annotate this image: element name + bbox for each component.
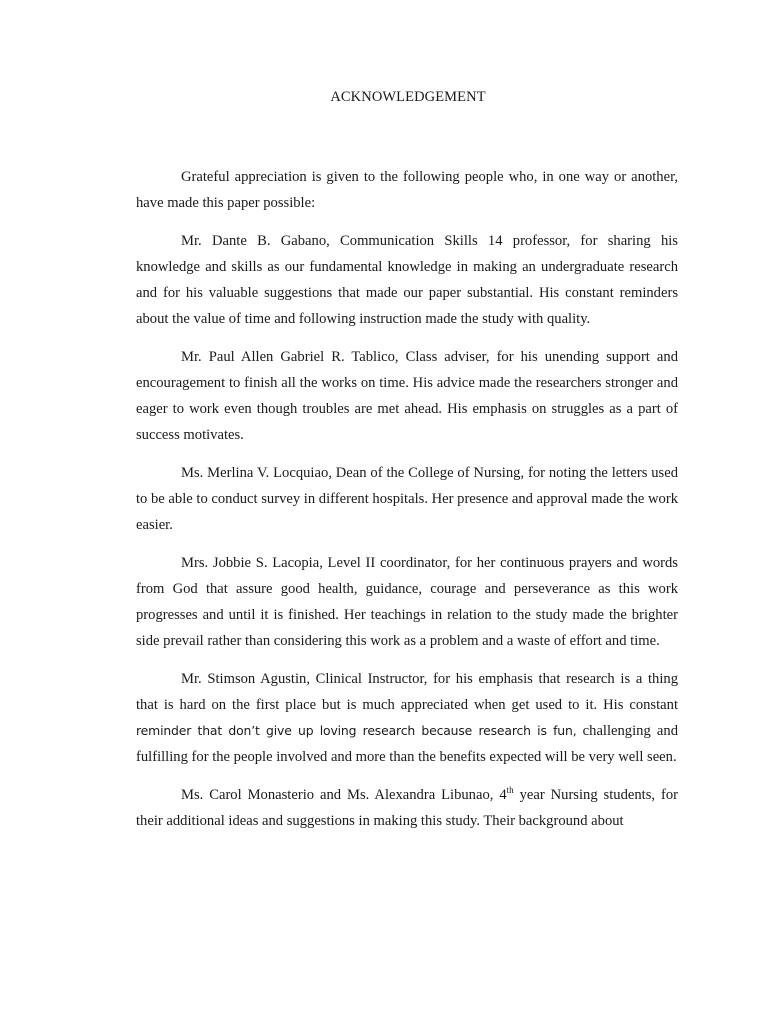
page-title: ACKNOWLEDGEMENT — [330, 89, 486, 105]
paragraph-intro: Grateful appreciation is given to the following people who, in one way or another, have made this paper possible: — [136, 169, 678, 211]
paragraph-gabano: Mr. Dante B. Gabano, Communication Skills 14 professor, for sharing his knowledge and skills as our fundamental knowledge in making an undergraduate research and for his valuable suggestions that made our paper substantial. His constant reminders about the value of time and following instruction made the study with quality. — [136, 233, 678, 327]
document-body — [136, 164, 678, 846]
ordinal-suffix: th — [506, 785, 514, 795]
paragraph-agustin — [136, 666, 678, 770]
paragraph-students-text-1: Ms. Carol Monasterio and Ms. Alexandra Libunao, 4 — [181, 787, 507, 803]
paragraph-agustin-text-2: reminder that don’t give up loving research because research is fun, — [136, 723, 577, 738]
paragraph-lacopia: Mrs. Jobbie S. Lacopia, Level II coordinator, for her continuous prayers and words from God that assure good health, guidance, courage and perseverance as this work progresses and until it is finished. Her teachings in relation to the study made the brighter side prevail rather than considering this work as a problem and a waste of effort and time. — [136, 555, 678, 649]
paragraph-agustin-text-3: challenging and fulfilling for the people involved and more than the benefits expected will be very well seen. — [136, 723, 678, 765]
paragraph-students — [136, 782, 678, 834]
paragraph-students-text-2: year Nursing students, for their additional ideas and suggestions in making this study. Their background about — [136, 787, 678, 829]
paragraph-locquiao: Ms. Merlina V. Locquiao, Dean of the College of Nursing, for noting the letters used to be able to conduct survey in different hospitals. Her presence and approval made the work easier. — [136, 465, 678, 533]
paragraph-agustin-text-1: Mr. Stimson Agustin, Clinical Instructor, for his emphasis that research is a thing that is hard on the first place but is much appreciated when get used to it. His constant — [136, 671, 678, 713]
paragraph-tablico: Mr. Paul Allen Gabriel R. Tablico, Class adviser, for his unending support and encouragement to finish all the works on time. His advice made the researchers stronger and eager to work even though troubles are met ahead. His emphasis on struggles as a part of success motivates. — [136, 349, 678, 443]
